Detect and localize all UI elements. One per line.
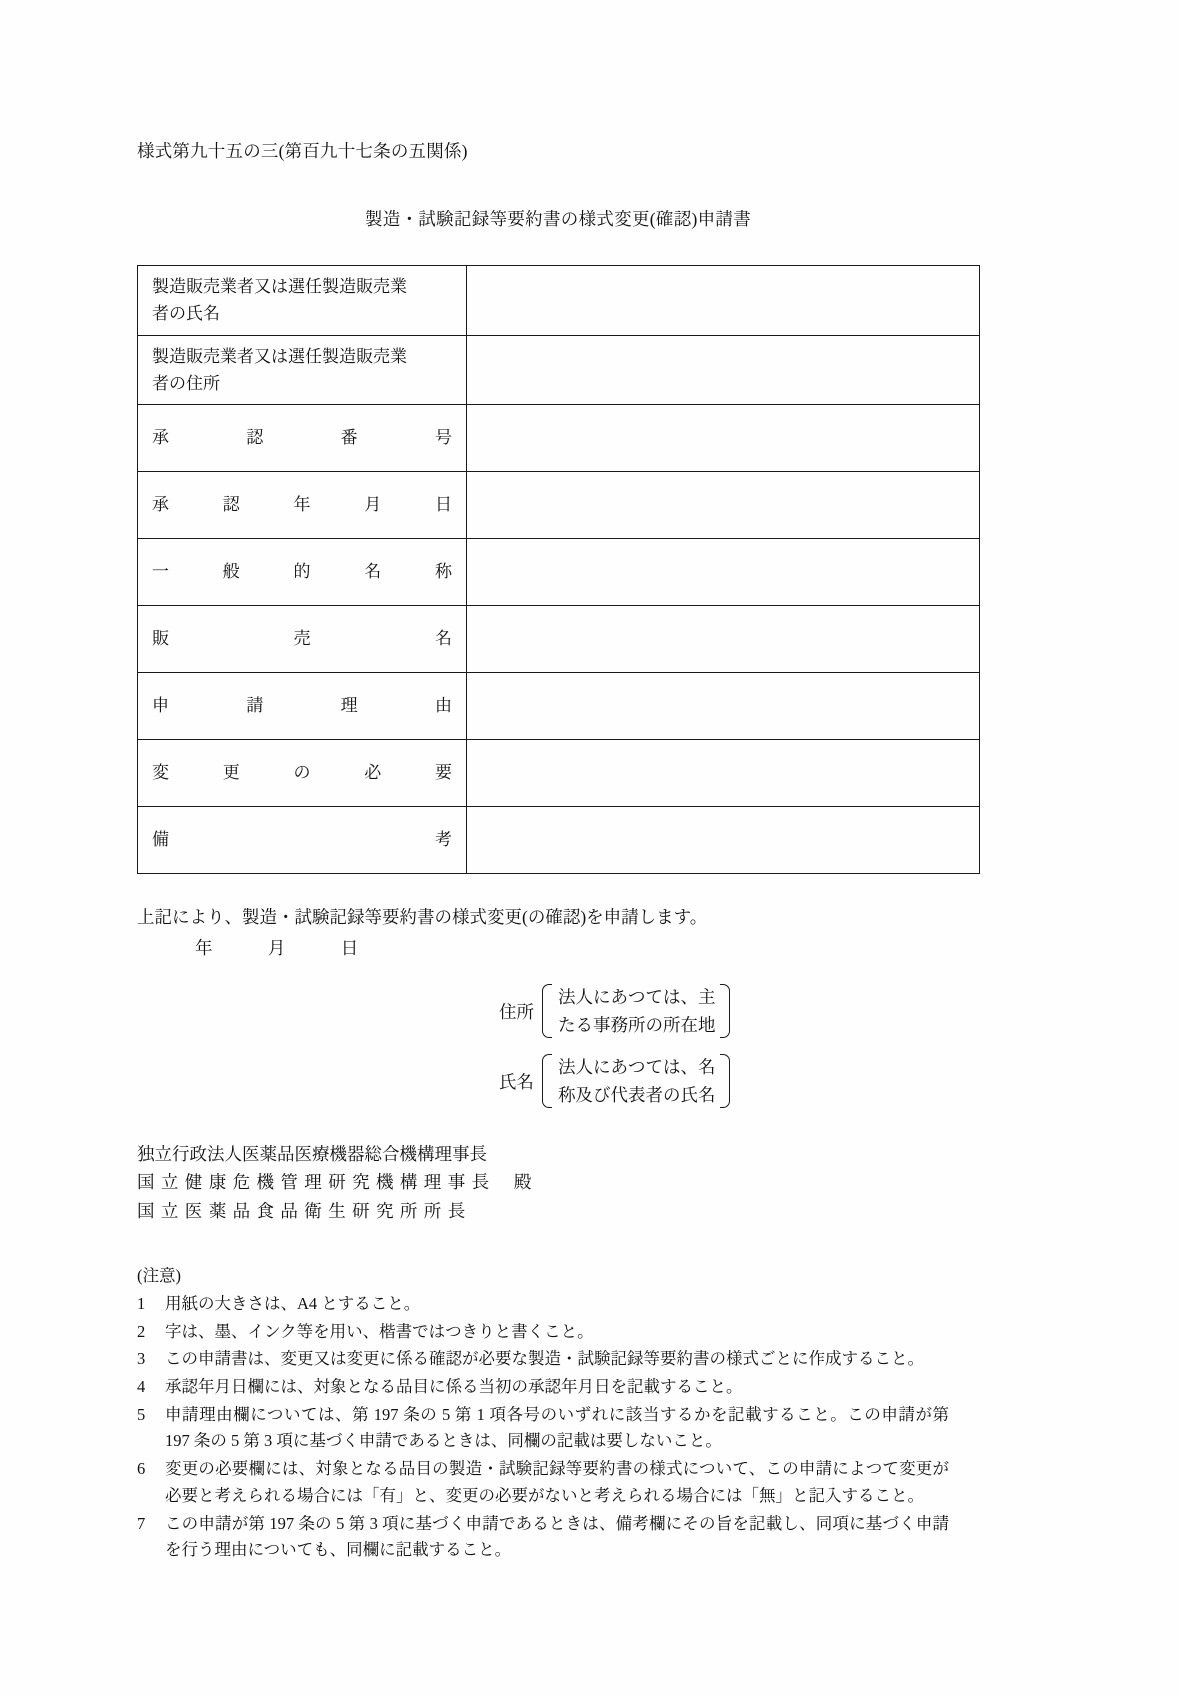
row-label-brand-name [138, 606, 467, 673]
note-number: 3 [137, 1349, 146, 1369]
note-text: 字は、墨、インク等を用い、楷書ではつきりと書くこと。 [165, 1321, 594, 1341]
row-label-approval-date [138, 472, 467, 539]
row-value-generic-name[interactable] [467, 539, 980, 606]
document-content [137, 138, 949, 1564]
addressee-honorific: 殿 [513, 1172, 532, 1193]
form-number: 様式第九十五の三(第百九十七条の五関係) [137, 141, 468, 161]
brace-bar [542, 992, 543, 1030]
label-text: 承認年月日 [152, 495, 452, 515]
label-text: 変更の必要 [152, 763, 452, 783]
label-text: 販売名 [152, 629, 452, 649]
table-row [138, 266, 980, 335]
label-line: 製造販売業者又は選任製造販売業 [152, 277, 407, 297]
addressee-text: 独立行政法人医薬品医療機器総合機構理事長 [137, 1144, 487, 1165]
table-row [138, 405, 980, 472]
brace-bar [729, 1062, 730, 1100]
row-value-approval-number[interactable] [467, 405, 980, 472]
note-number: 7 [137, 1513, 146, 1533]
note-item [137, 1291, 949, 1318]
note-text: 変更の必要欄には、対象となる品目の製造・試験記録等要約書の様式について、この申請によつて変更が必要と考えられる場合には「有」と、変更の必要がないと考えられる場合には「無」と記入すること。 [165, 1459, 949, 1505]
table-row [138, 673, 980, 740]
addressee-text: 国立医薬品食品衛生研究所所長 [137, 1200, 472, 1221]
row-value-remarks[interactable] [467, 807, 980, 874]
label-line: 者の住所 [152, 373, 220, 393]
signature-block [137, 982, 949, 1110]
label-line: 製造販売業者又は選任製造販売業 [152, 346, 407, 366]
row-value-brand-name[interactable] [467, 606, 980, 673]
row-label-change-necessity [138, 740, 467, 807]
address-note [552, 982, 718, 1040]
brace-bar [729, 992, 730, 1030]
brace-bar [542, 1062, 543, 1100]
row-value-manufacturer-name[interactable] [467, 266, 980, 335]
row-label-application-reason [138, 673, 467, 740]
addressee-jihs [137, 1168, 949, 1196]
note-number: 6 [137, 1459, 146, 1479]
document-title: 製造・試験記録等要約書の様式変更(確認)申請書 [364, 209, 752, 230]
row-label-manufacturer-name [138, 266, 467, 335]
label-text: 一般的名称 [152, 562, 452, 582]
label-line: 者の氏名 [152, 304, 220, 324]
note-item [137, 1374, 949, 1401]
note-text: この申請書は、変更又は変更に係る確認が必要な製造・試験記録等要約書の様式ごとに作成すること。 [165, 1349, 924, 1369]
note-text: この申請が第 197 条の 5 第 3 項に基づく申請であるときは、備考欄にその旨を記載し、同項に基づく申請を行う理由についても、同欄に記載すること。 [165, 1513, 949, 1560]
note-text: 申請理由欄については、第 197 条の 5 第 1 項各号のいずれに該当するかを記載すること。この申請が第 197 条の 5 第 3 項に基づく申請であるときは、同欄の記載は要しないこと。 [165, 1404, 949, 1451]
table-row [138, 472, 980, 539]
signature-name-label: 氏名 [499, 1071, 534, 1092]
note-item [137, 1511, 949, 1564]
note-number: 2 [137, 1321, 146, 1341]
note-item [137, 1319, 949, 1346]
notes-title: (注意) [137, 1266, 181, 1286]
address-note-line-1: 法人にあつては、主 [558, 987, 716, 1008]
name-brace-right [718, 1052, 732, 1110]
table-row [138, 335, 980, 404]
name-brace-left [540, 1052, 732, 1110]
row-label-manufacturer-address [138, 335, 467, 404]
note-number: 4 [137, 1377, 146, 1397]
label-text: 申請理由 [152, 696, 452, 716]
date-year[interactable]: 年 [195, 938, 213, 959]
date-month[interactable]: 月 [267, 938, 286, 959]
addressee-list [137, 1140, 949, 1225]
note-text: 用紙の大きさは、A4 とすること。 [165, 1293, 421, 1313]
address-note-line-2: たる事務所の所在地 [558, 1015, 716, 1036]
row-value-manufacturer-address[interactable] [467, 335, 980, 404]
address-brace-left [540, 982, 732, 1040]
signature-name-row [499, 1052, 949, 1110]
note-number: 5 [137, 1404, 146, 1424]
date-line [137, 935, 949, 960]
name-note-line-1: 法人にあつては、名 [558, 1057, 716, 1078]
table-row [138, 807, 980, 874]
application-table-body [138, 266, 980, 874]
note-number: 1 [137, 1293, 146, 1313]
row-value-approval-date[interactable] [467, 472, 980, 539]
table-row [138, 606, 980, 673]
signature-address-label: 住所 [499, 1001, 534, 1022]
addressee-pmda [137, 1140, 949, 1168]
label-text: 備考 [152, 830, 452, 850]
name-note-line-2: 称及び代表者の氏名 [558, 1085, 716, 1106]
addressee-text: 国立健康危機管理研究機構理事長 [137, 1172, 496, 1193]
note-item [137, 1456, 949, 1509]
note-item [137, 1402, 949, 1455]
table-row [138, 740, 980, 807]
signature-address-row [499, 982, 949, 1040]
row-value-change-necessity[interactable] [467, 740, 980, 807]
note-text: 承認年月日欄には、対象となる品目に係る当初の承認年月日を記載すること。 [165, 1377, 743, 1397]
application-table [137, 265, 980, 874]
table-row [138, 539, 980, 606]
row-label-remarks [138, 807, 467, 874]
notes-section [137, 1263, 949, 1564]
name-note [552, 1052, 718, 1110]
note-item [137, 1346, 949, 1373]
addressee-nihs [137, 1197, 949, 1225]
label-text: 承認番号 [152, 428, 452, 448]
row-label-approval-number [138, 405, 467, 472]
date-day[interactable]: 日 [340, 938, 359, 959]
row-value-application-reason[interactable] [467, 673, 980, 740]
declaration-sentence: 上記により、製造・試験記録等要約書の様式変更(の確認)を申請します。 [137, 907, 708, 927]
row-label-generic-name [138, 539, 467, 606]
address-brace-right [718, 982, 732, 1040]
